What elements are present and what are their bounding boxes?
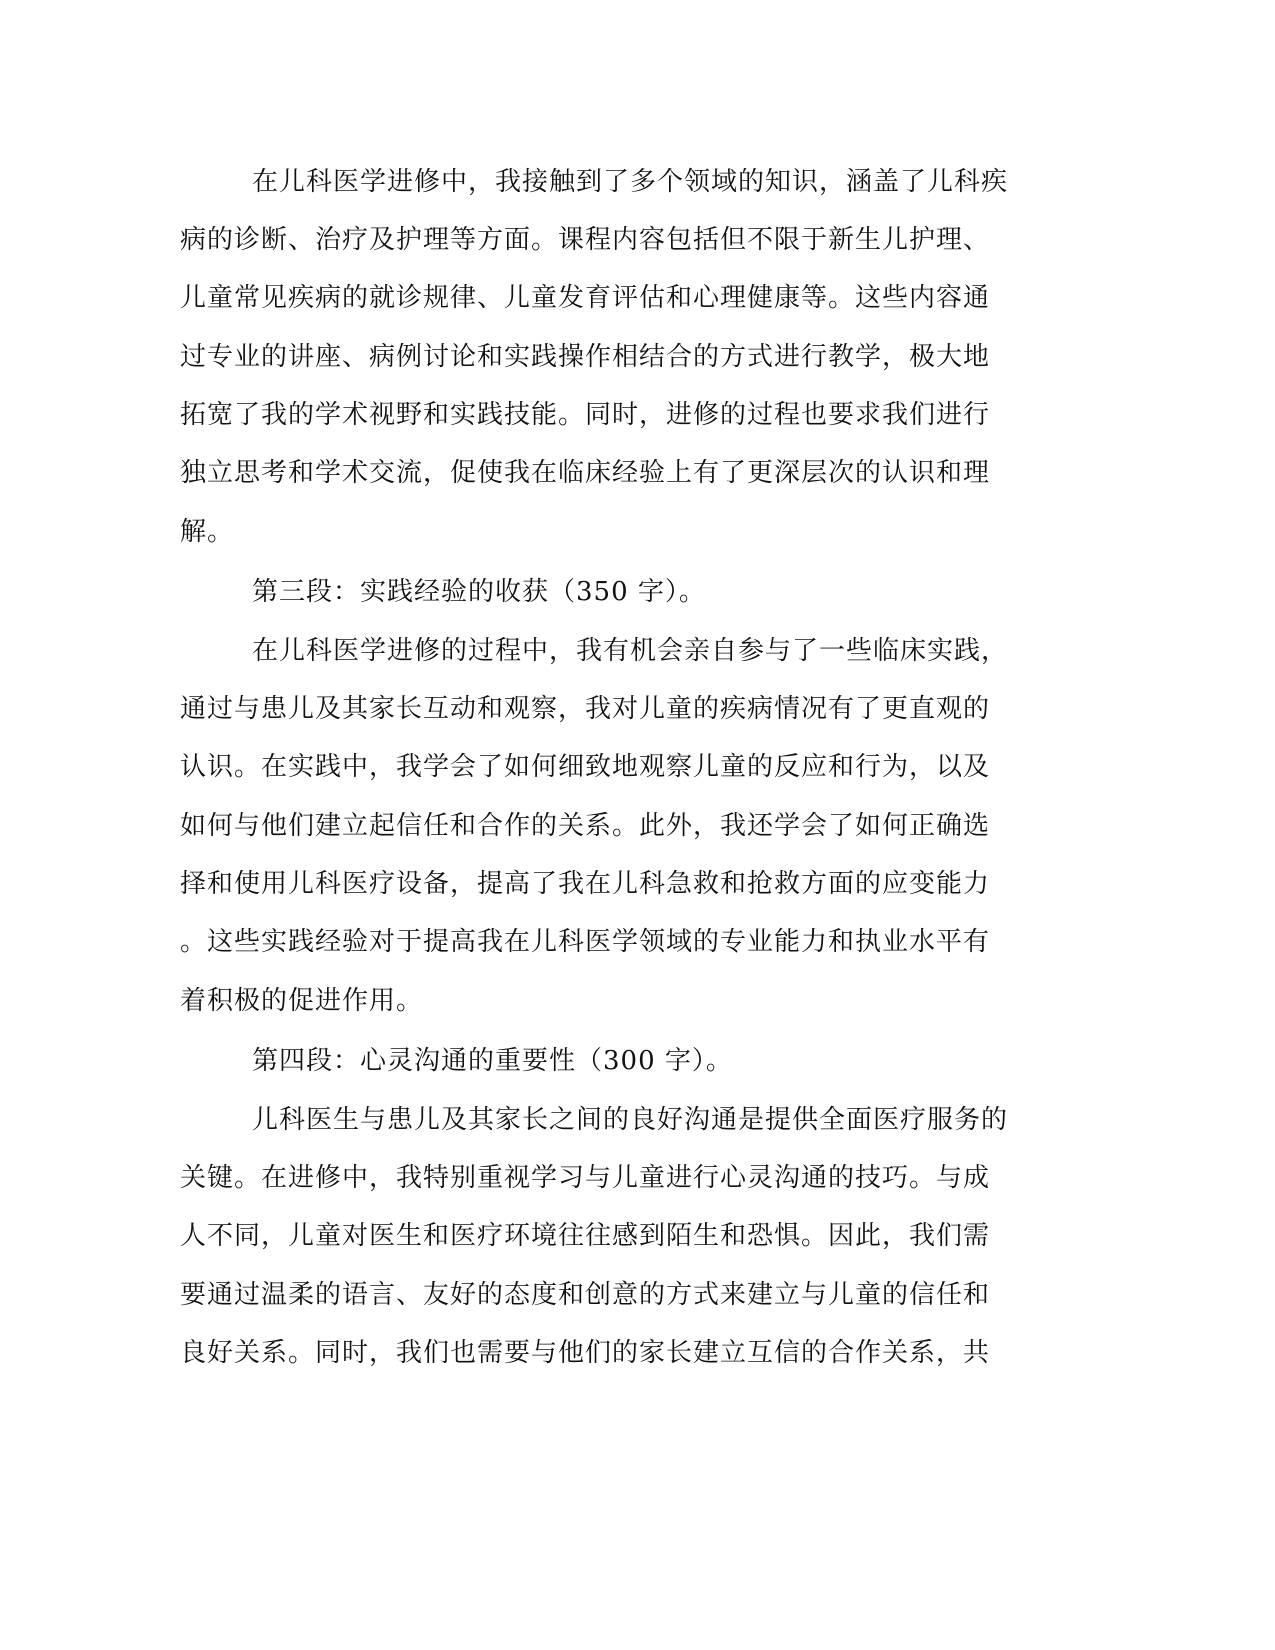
text-line: 在儿科医学进修中，我接触到了多个领域的知识，涵盖了儿科疾 xyxy=(252,167,1009,197)
section-heading: 第四段：心灵沟通的重要性（300 字）。 xyxy=(252,1046,733,1076)
text-line: 择和使用儿科医疗设备，提高了我在儿科急救和抢救方面的应变能力 xyxy=(180,869,991,899)
text-line: 过专业的讲座、病例讨论和实践操作相结合的方式进行教学，极大地 xyxy=(180,342,991,372)
text-line: 儿科医生与患儿及其家长之间的良好沟通是提供全面医疗服务的 xyxy=(252,1105,1009,1135)
text-line: 人不同，儿童对医生和医疗环境往往感到陌生和恐惧。因此，我们需 xyxy=(180,1221,991,1251)
text-line: 独立思考和学术交流，促使我在临床经验上有了更深层次的认识和理 xyxy=(180,458,991,488)
text-line: 拓宽了我的学术视野和实践技能。同时，进修的过程也要求我们进行 xyxy=(180,400,991,430)
text-line: 关键。在进修中，我特别重视学习与儿童进行心灵沟通的技巧。与成 xyxy=(180,1163,991,1193)
text-line: 儿童常见疾病的就诊规律、儿童发育评估和心理健康等。这些内容通 xyxy=(180,283,991,313)
text-line: 通过与患儿及其家长互动和观察，我对儿童的疾病情况有了更直观的 xyxy=(180,694,991,724)
text-line: 在儿科医学进修的过程中，我有机会亲自参与了一些临床实践， xyxy=(252,636,1009,666)
text-line: 认识。在实践中，我学会了如何细致地观察儿童的反应和行为，以及 xyxy=(180,752,991,782)
text-line: 着积极的促进作用。 xyxy=(180,986,424,1016)
text-line: 良好关系。同时，我们也需要与他们的家长建立互信的合作关系，共 xyxy=(180,1338,991,1368)
text-line: 。这些实践经验对于提高我在儿科医学领域的专业能力和执业水平有 xyxy=(180,927,991,957)
text-line: 病的诊断、治疗及护理等方面。课程内容包括但不限于新生儿护理、 xyxy=(180,225,991,255)
text-line: 解。 xyxy=(180,517,235,547)
text-line: 如何与他们建立起信任和合作的关系。此外，我还学会了如何正确选 xyxy=(180,811,991,841)
section-heading: 第三段：实践经验的收获（350 字）。 xyxy=(252,577,706,607)
text-line: 要通过温柔的语言、友好的态度和创意的方式来建立与儿童的信任和 xyxy=(180,1280,991,1310)
